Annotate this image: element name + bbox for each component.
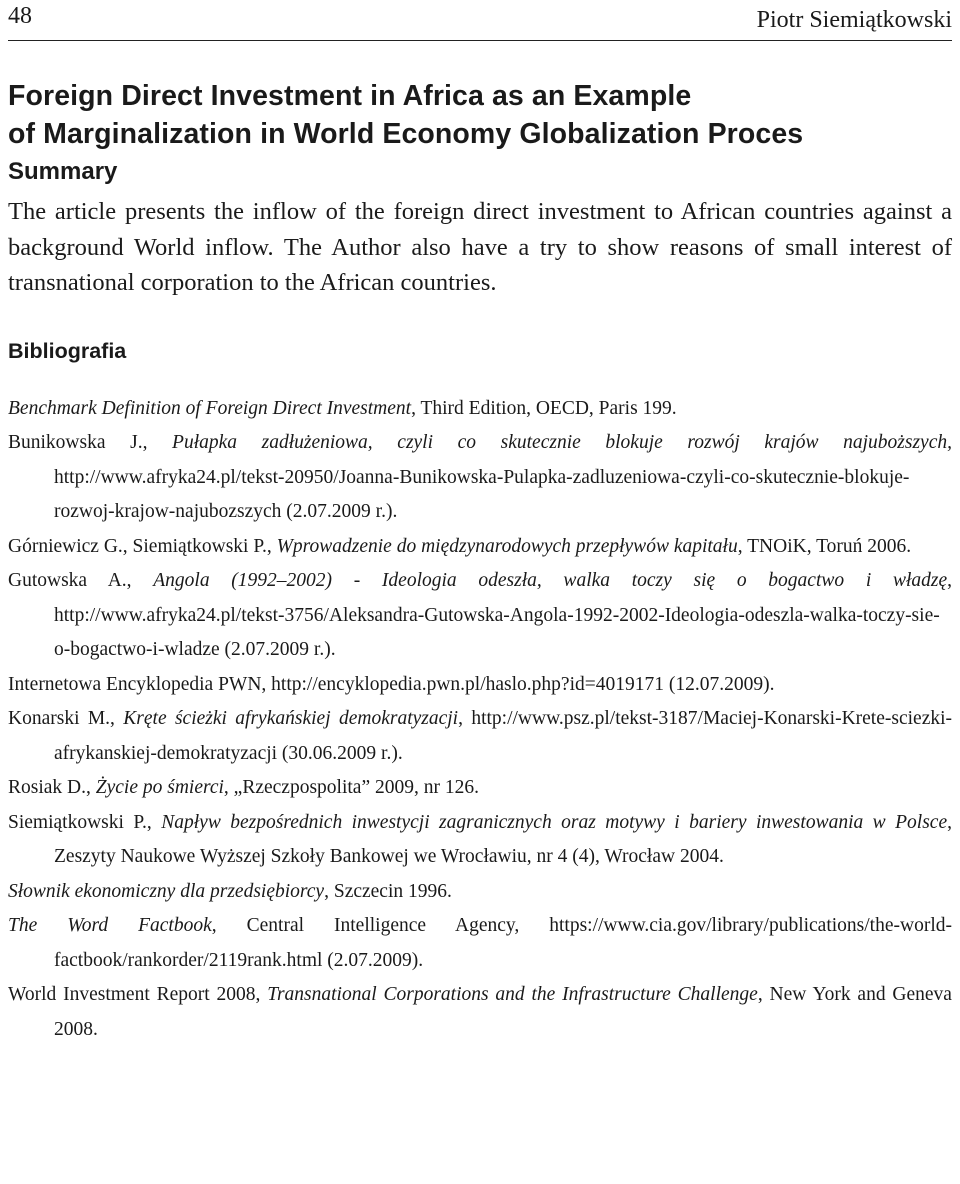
bibliography-entry: [8, 668, 952, 703]
article-title-line-2: of Marginalization in World Economy Globalization Proces: [8, 118, 804, 150]
bibliography-entry: [8, 702, 952, 771]
entry-prefix: Bunikowska J.,: [8, 432, 173, 453]
entry-prefix: Górniewicz G., Siemiątkowski P.,: [8, 535, 277, 557]
entry-prefix: Internetowa Encyklopedia PWN, http://encyklopedia.pwn.pl/haslo.php?id=4019171 (12.07.2009).: [8, 673, 775, 695]
entry-suffix: , TNOiK, Toruń 2006.: [737, 535, 912, 557]
entry-suffix: , Central Intelligence Agency, https://www.cia.gov/library/publications/the-world-factbook/rankorder/2119rank.html (2.07.2009).: [54, 915, 952, 971]
entry-suffix: , http://www.psz.pl/tekst-3187/Maciej-Konarski-Krete-sciezki-afrykanskiej-demokratyzacji (30.06.2009 r.).: [54, 708, 953, 764]
entry-prefix: World Investment Report 2008,: [8, 984, 268, 1005]
running-author: Piotr Siemiątkowski: [756, 7, 952, 33]
bibliography-entry: [8, 392, 952, 427]
entry-title: Pułapka zadłużeniowa, czyli co skutecznie blokuje rozwój krajów najuboższych,: [172, 432, 952, 453]
entry-title: Angola (1992–2002) - Ideologia odeszła, walka toczy się o bogactwo i władzę: [153, 570, 948, 591]
entry-title: Transnational Corporations and the Infrastructure Challenge: [267, 984, 758, 1005]
bibliography-entry: [8, 806, 952, 875]
bibliography-entry: [8, 426, 952, 530]
entry-suffix: , Third Edition, OECD, Paris 199.: [411, 397, 677, 419]
bibliography-entry: [8, 978, 952, 1047]
running-header: [8, 0, 952, 41]
bibliography-entry: [8, 909, 952, 978]
entry-suffix: , New York and Geneva 2008.: [54, 984, 952, 1040]
entry-title: Kręte ścieżki afrykańskiej demokratyzacji: [123, 708, 459, 729]
entry-suffix: , http://www.afryka24.pl/tekst-3756/Aleksandra-Gutowska-Angola-1992-2002-Ideologia-odeszla-walka-toczy-sie-o-bogactwo-i-wladze (2.07.2009 r.).: [54, 570, 952, 660]
entry-prefix: Rosiak D.,: [8, 777, 96, 798]
summary-text: The article presents the inflow of the foreign direct investment to African countries against a background World inflow. The Author also have a try to show reasons of small interest of transnational corporation to the African countries.: [8, 198, 952, 296]
page-number: 48: [8, 3, 32, 29]
entry-title: Życie po śmierci: [95, 777, 224, 798]
summary-heading: Summary: [8, 158, 118, 185]
bibliography-entry: [8, 564, 952, 668]
entry-prefix: Siemiątkowski P.,: [8, 811, 162, 833]
entry-suffix: http://www.afryka24.pl/tekst-20950/Joanna-Bunikowska-Pulapka-zadluzeniowa-czyli-co-skutecznie-blokuje-rozwoj-krajow-najubozszych (2.07.2009 r.).: [54, 466, 910, 522]
bibliography-entry: [8, 875, 952, 910]
bibliography-heading: Bibliografia: [8, 338, 127, 363]
bibliography-list: [8, 392, 952, 1048]
entry-title: Wprowadzenie do międzynarodowych przepływów kapitału: [276, 535, 738, 557]
entry-suffix: , Szczecin 1996.: [324, 880, 452, 902]
article-title-line-1: Foreign Direct Investment in Africa as an Example: [8, 80, 692, 112]
article-title: [8, 77, 952, 153]
entry-title: Napływ bezpośrednich inwestycji zagranicznych oraz motywy i bariery inwestowania w Polsce: [161, 811, 948, 833]
bibliography-entry: [8, 771, 952, 806]
entry-suffix: , „Rzeczpospolita” 2009, nr 126.: [223, 777, 479, 798]
entry-prefix: Konarski M.,: [8, 708, 124, 729]
entry-suffix: , Zeszyty Naukowe Wyższej Szkoły Bankowej we Wrocławiu, nr 4 (4), Wrocław 2004.: [54, 811, 952, 867]
entry-prefix: Gutowska A.,: [8, 570, 154, 591]
bibliography-entry: [8, 530, 952, 565]
entry-title: Słownik ekonomiczny dla przedsiębiorcy: [8, 880, 325, 902]
entry-title: Benchmark Definition of Foreign Direct Investment: [8, 397, 412, 419]
entry-title: The Word Factbook: [8, 915, 212, 936]
document-page: [8, 0, 952, 1047]
